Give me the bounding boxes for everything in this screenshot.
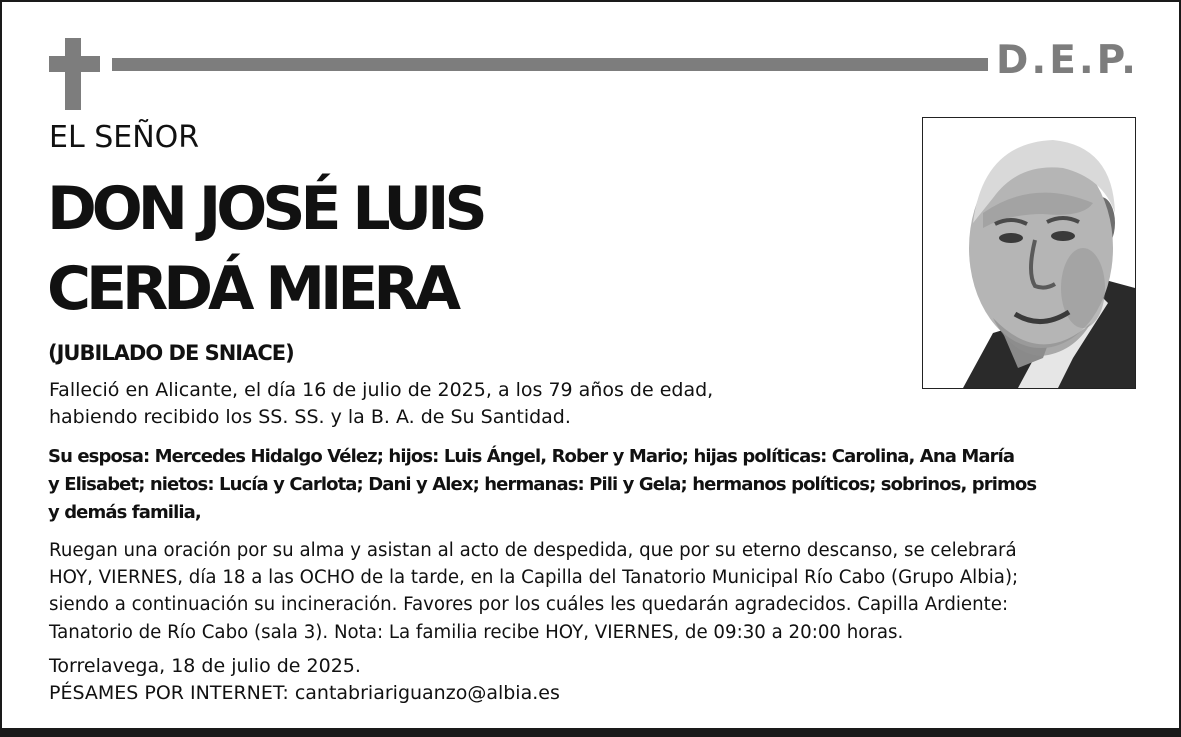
header-rule bbox=[112, 58, 988, 71]
name-line-1: DON JOSÉ LUIS bbox=[47, 174, 483, 244]
family-line: Su esposa: Mercedes Hidalgo Vélez; hijos: Luis Ángel, Rober y Mario; hijas políticas: Carolina, Ana María bbox=[48, 446, 1015, 467]
deceased-title: (JUBILADO DE SNIACE) bbox=[48, 341, 294, 365]
closing bbox=[49, 653, 560, 707]
dep-label: D.E.P. bbox=[996, 38, 1139, 83]
death-notice-line: Falleció en Alicante, el día 16 de julio de 2025, a los 79 años de edad, bbox=[49, 379, 714, 401]
cross-icon-arm bbox=[49, 56, 100, 72]
funeral-line: Tanatorio de Río Cabo (sala 3). Nota: La familia recibe HOY, VIERNES, de 09:30 a 20:00 horas. bbox=[49, 621, 904, 643]
portrait-photo bbox=[922, 117, 1136, 389]
place-date: Torrelavega, 18 de julio de 2025. bbox=[49, 655, 361, 677]
deceased-name bbox=[47, 169, 483, 329]
family-list bbox=[48, 443, 1036, 527]
death-notice bbox=[49, 377, 713, 431]
funeral-line: HOY, VIERNES, día 18 a las OCHO de la tarde, en la Capilla del Tanatorio Municipal Río Cabo (Grupo Albia); bbox=[49, 567, 1019, 589]
cross-icon bbox=[65, 38, 81, 110]
funeral-line: siendo a continuación su incineración. Favores por los cuáles les quedarán agradecidos. Capilla Ardiente: bbox=[49, 594, 1009, 616]
funeral-line: Ruegan una oración por su alma y asistan al acto de despedida, que por su eterno descanso, se celebrará bbox=[49, 540, 1017, 561]
funeral-details bbox=[49, 537, 1018, 646]
portrait-image bbox=[923, 118, 1135, 388]
honorific: EL SEÑOR bbox=[49, 120, 200, 155]
condolences-email: PÉSAMES POR INTERNET: cantabriariguanzo@albia.es bbox=[49, 682, 560, 704]
name-line-2: CERDÁ MIERA bbox=[47, 254, 457, 324]
death-notice-line: habiendo recibido los SS. SS. y la B. A. de Su Santidad. bbox=[49, 406, 571, 428]
family-line: y demás familia, bbox=[48, 502, 201, 523]
family-line: y Elisabet; nietos: Lucía y Carlota; Dani y Alex; hermanas: Pili y Gela; hermanos políticos; sobrinos, primos bbox=[48, 474, 1037, 495]
